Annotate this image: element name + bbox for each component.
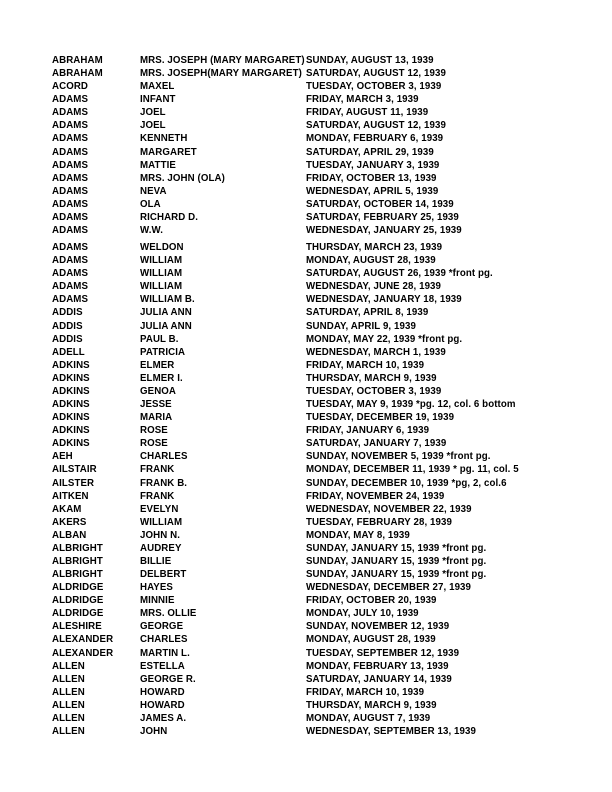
date-cell: SATURDAY, OCTOBER 14, 1939 [306, 198, 454, 210]
index-row [52, 54, 519, 67]
given-name-cell: HOWARD [140, 699, 185, 711]
surname-cell: ADAMS [52, 294, 89, 306]
surname-cell: ALBAN [52, 529, 87, 541]
surname-cell: ADKINS [52, 438, 90, 450]
surname-cell: ADAMS [52, 146, 89, 158]
given-name-cell: ELMER [140, 359, 175, 371]
date-cell: FRIDAY, MARCH 10, 1939 [306, 359, 425, 371]
given-name-cell: ROSE [140, 425, 168, 437]
index-row [52, 581, 519, 594]
index-row [52, 424, 519, 437]
index-row [52, 359, 519, 372]
date-cell: SUNDAY, JANUARY 15, 1939 *front pg. [306, 569, 487, 581]
date-cell: WEDNESDAY, DECEMBER 27, 1939 [306, 582, 472, 594]
given-name-cell: MINNIE [140, 595, 175, 607]
given-name-cell: GENOA [140, 385, 177, 397]
given-name-cell: MARTIN L. [140, 647, 190, 659]
surname-cell: ADAMS [52, 172, 89, 184]
surname-cell: ALLEN [52, 725, 85, 737]
index-row [52, 280, 519, 293]
given-name-cell: DELBERT [140, 569, 187, 581]
index-row [52, 106, 519, 119]
index-row [52, 146, 519, 159]
date-cell: SUNDAY, DECEMBER 10, 1939 *pg, 2, col.6 [306, 477, 507, 489]
given-name-cell: MRS. JOSEPH(MARY MARGARET) [140, 68, 302, 80]
given-name-cell: FRANK [140, 490, 175, 502]
date-cell: SUNDAY, JANUARY 15, 1939 *front pg. [306, 555, 487, 567]
index-row [52, 254, 519, 267]
surname-cell: AITKEN [52, 490, 89, 502]
given-name-cell: MATTIE [140, 159, 176, 171]
surname-cell: AEH [52, 451, 73, 463]
surname-cell: AILSTER [52, 477, 95, 489]
given-name-cell: KENNETH [140, 133, 188, 145]
given-name-cell: JESSE [140, 399, 172, 411]
surname-cell: ADAMS [52, 198, 89, 210]
surname-cell: ADAMS [52, 268, 89, 280]
surname-cell: ADDIS [52, 333, 83, 345]
date-cell: WEDNESDAY, JUNE 28, 1939 [306, 281, 442, 293]
surname-cell: ADKINS [52, 372, 90, 384]
surname-cell: ADAMS [52, 281, 89, 293]
given-name-cell: ELMER I. [140, 372, 183, 384]
date-cell: THURSDAY, MARCH 9, 1939 [306, 699, 437, 711]
given-name-cell: JOHN [140, 725, 168, 737]
given-name-cell: FRANK B. [140, 477, 188, 489]
surname-cell: ADDIS [52, 320, 83, 332]
index-row [52, 224, 519, 237]
surname-cell: ADAMS [52, 107, 89, 119]
date-cell: MONDAY, FEBRUARY 6, 1939 [306, 133, 444, 145]
date-cell: FRIDAY, AUGUST 11, 1939 [306, 107, 429, 119]
surname-cell: ADAMS [52, 242, 89, 254]
surname-cell: ADAMS [52, 185, 89, 197]
date-cell: MONDAY, MAY 22, 1939 *front pg. [306, 333, 463, 345]
given-name-cell: JOEL [140, 107, 166, 119]
date-cell: FRIDAY, MARCH 10, 1939 [306, 686, 425, 698]
index-row [52, 450, 519, 463]
surname-cell: ALDRIDGE [52, 608, 104, 620]
index-row [52, 172, 519, 185]
date-cell: SATURDAY, JANUARY 7, 1939 [306, 438, 447, 450]
index-row [52, 516, 519, 529]
index-row [52, 398, 519, 411]
surname-cell: ADAMS [52, 211, 89, 223]
surname-cell: ALLEN [52, 699, 85, 711]
index-row [52, 119, 519, 132]
surname-cell: AILSTAIR [52, 464, 97, 476]
date-cell: THURSDAY, MARCH 23, 1939 [306, 242, 443, 254]
index-row [52, 686, 519, 699]
index-row [52, 437, 519, 450]
given-name-cell: WELDON [140, 242, 184, 254]
index-row [52, 132, 519, 145]
index-row [52, 463, 519, 476]
surname-cell: ADAMS [52, 94, 89, 106]
date-cell: SATURDAY, FEBRUARY 25, 1939 [306, 211, 459, 223]
surname-cell: ALBRIGHT [52, 542, 103, 554]
obituary-index-list [52, 54, 519, 738]
given-name-cell: PAUL B. [140, 333, 179, 345]
surname-cell: ALBRIGHT [52, 555, 103, 567]
date-cell: WEDNESDAY, MARCH 1, 1939 [306, 346, 446, 358]
given-name-cell: WILLIAM B. [140, 294, 195, 306]
given-name-cell: EVELYN [140, 503, 179, 515]
surname-cell: ADAMS [52, 120, 89, 132]
date-cell: FRIDAY, MARCH 3, 1939 [306, 94, 419, 106]
index-row [52, 725, 519, 738]
index-row [52, 568, 519, 581]
given-name-cell: BILLIE [140, 555, 172, 567]
index-row [52, 198, 519, 211]
surname-cell: ALDRIDGE [52, 595, 104, 607]
given-name-cell: ROSE [140, 438, 168, 450]
given-name-cell: WILLIAM [140, 255, 183, 267]
date-cell: SUNDAY, APRIL 9, 1939 [306, 320, 416, 332]
index-row [52, 490, 519, 503]
date-cell: FRIDAY, OCTOBER 13, 1939 [306, 172, 437, 184]
date-cell: SATURDAY, AUGUST 26, 1939 *front pg. [306, 268, 493, 280]
date-cell: TUESDAY, JANUARY 3, 1939 [306, 159, 440, 171]
date-cell: MONDAY, MAY 8, 1939 [306, 529, 410, 541]
date-cell: TUESDAY, OCTOBER 3, 1939 [306, 81, 442, 93]
surname-cell: ADKINS [52, 359, 90, 371]
given-name-cell: JULIA ANN [140, 320, 192, 332]
surname-cell: ALBRIGHT [52, 569, 103, 581]
given-name-cell: HAYES [140, 582, 173, 594]
given-name-cell: OLA [140, 198, 161, 210]
index-row [52, 411, 519, 424]
date-cell: TUESDAY, SEPTEMBER 12, 1939 [306, 647, 460, 659]
given-name-cell: JAMES A. [140, 712, 187, 724]
date-cell: WEDNESDAY, JANUARY 18, 1939 [306, 294, 462, 306]
given-name-cell: WILLIAM [140, 516, 183, 528]
given-name-cell: FRANK [140, 464, 175, 476]
date-cell: FRIDAY, NOVEMBER 24, 1939 [306, 490, 445, 502]
given-name-cell: INFANT [140, 94, 176, 106]
surname-cell: ALESHIRE [52, 621, 102, 633]
date-cell: SATURDAY, APRIL 29, 1939 [306, 146, 434, 158]
date-cell: MONDAY, AUGUST 28, 1939 [306, 634, 436, 646]
index-row [52, 241, 519, 254]
index-row [52, 660, 519, 673]
date-cell: SUNDAY, NOVEMBER 12, 1939 [306, 621, 450, 633]
index-row [52, 555, 519, 568]
date-cell: WEDNESDAY, NOVEMBER 22, 1939 [306, 503, 472, 515]
given-name-cell: CHARLES [140, 634, 188, 646]
surname-cell: ADAMS [52, 225, 89, 237]
date-cell: SUNDAY, AUGUST 13, 1939 [306, 55, 434, 66]
date-cell: MONDAY, JULY 10, 1939 [306, 608, 419, 620]
index-row [52, 185, 519, 198]
surname-cell: ALEXANDER [52, 634, 114, 646]
given-name-cell: NEVA [140, 185, 167, 197]
surname-cell: AKERS [52, 516, 87, 528]
date-cell: SUNDAY, NOVEMBER 5, 1939 *front pg. [306, 451, 491, 463]
date-cell: SATURDAY, APRIL 8, 1939 [306, 307, 429, 319]
date-cell: MONDAY, FEBRUARY 13, 1939 [306, 660, 449, 672]
index-row [52, 673, 519, 686]
given-name-cell: GEORGE R. [140, 673, 196, 685]
index-row [52, 594, 519, 607]
surname-cell: ALLEN [52, 712, 85, 724]
index-row [52, 80, 519, 93]
index-row [52, 93, 519, 106]
given-name-cell: AUDREY [140, 542, 182, 554]
given-name-cell: JULIA ANN [140, 307, 192, 319]
given-name-cell: MARGARET [140, 146, 197, 158]
given-name-cell: GEORGE [140, 621, 184, 633]
date-cell: WEDNESDAY, APRIL 5, 1939 [306, 185, 439, 197]
given-name-cell: MRS. OLLIE [140, 608, 197, 620]
index-row [52, 542, 519, 555]
surname-cell: ADAMS [52, 159, 89, 171]
given-name-cell: MRS. JOSEPH (MARY MARGARET) [140, 55, 305, 66]
date-cell: SUNDAY, JANUARY 15, 1939 *front pg. [306, 542, 487, 554]
given-name-cell: MAXEL [140, 81, 175, 93]
surname-cell: ADKINS [52, 385, 90, 397]
given-name-cell: WILLIAM [140, 268, 183, 280]
surname-cell: ALEXANDER [52, 647, 114, 659]
date-cell: SATURDAY, AUGUST 12, 1939 [306, 120, 446, 132]
index-row [52, 293, 519, 306]
index-row [52, 372, 519, 385]
given-name-cell: WILLIAM [140, 281, 183, 293]
index-row [52, 712, 519, 725]
given-name-cell: W.W. [140, 225, 163, 237]
date-cell: TUESDAY, OCTOBER 3, 1939 [306, 385, 442, 397]
date-cell: MONDAY, AUGUST 7, 1939 [306, 712, 431, 724]
surname-cell: AKAM [52, 503, 82, 515]
date-cell: WEDNESDAY, SEPTEMBER 13, 1939 [306, 725, 476, 737]
given-name-cell: MRS. JOHN (OLA) [140, 172, 225, 184]
given-name-cell: RICHARD D. [140, 211, 199, 223]
index-row [52, 67, 519, 80]
date-cell: TUESDAY, DECEMBER 19, 1939 [306, 412, 455, 424]
given-name-cell: PATRICIA [140, 346, 186, 358]
index-row [52, 477, 519, 490]
date-cell: MONDAY, DECEMBER 11, 1939 * pg. 11, col. 5 [306, 464, 519, 476]
date-cell: SATURDAY, AUGUST 12, 1939 [306, 68, 446, 80]
surname-cell: ABRAHAM [52, 68, 103, 80]
given-name-cell: HOWARD [140, 686, 185, 698]
index-row [52, 647, 519, 660]
index-row [52, 320, 519, 333]
surname-cell: ADKINS [52, 399, 90, 411]
date-cell: TUESDAY, FEBRUARY 28, 1939 [306, 516, 452, 528]
index-row [52, 267, 519, 280]
surname-cell: ADELL [52, 346, 85, 358]
index-row [52, 633, 519, 646]
date-cell: FRIDAY, JANUARY 6, 1939 [306, 425, 430, 437]
date-cell: WEDNESDAY, JANUARY 25, 1939 [306, 225, 462, 237]
surname-cell: ADAMS [52, 255, 89, 267]
surname-cell: ALLEN [52, 686, 85, 698]
index-row [52, 607, 519, 620]
index-row [52, 620, 519, 633]
index-row [52, 529, 519, 542]
given-name-cell: ESTELLA [140, 660, 185, 672]
surname-cell: ALDRIDGE [52, 582, 104, 594]
index-row [52, 159, 519, 172]
index-row [52, 346, 519, 359]
index-row [52, 699, 519, 712]
surname-cell: ADAMS [52, 133, 89, 145]
surname-cell: ADKINS [52, 412, 90, 424]
date-cell: SATURDAY, JANUARY 14, 1939 [306, 673, 452, 685]
surname-cell: ALLEN [52, 660, 85, 672]
date-cell: TUESDAY, MAY 9, 1939 *pg. 12, col. 6 bottom [306, 399, 516, 411]
index-row [52, 503, 519, 516]
date-cell: MONDAY, AUGUST 28, 1939 [306, 255, 436, 267]
index-row [52, 211, 519, 224]
index-row [52, 385, 519, 398]
date-cell: FRIDAY, OCTOBER 20, 1939 [306, 595, 437, 607]
surname-cell: ALLEN [52, 673, 85, 685]
index-row [52, 333, 519, 346]
given-name-cell: CHARLES [140, 451, 188, 463]
date-cell: THURSDAY, MARCH 9, 1939 [306, 372, 437, 384]
surname-cell: ADKINS [52, 425, 90, 437]
given-name-cell: JOHN N. [140, 529, 180, 541]
given-name-cell: MARIA [140, 412, 173, 424]
given-name-cell: JOEL [140, 120, 166, 132]
surname-cell: ABRAHAM [52, 55, 103, 66]
surname-cell: ACORD [52, 81, 89, 93]
index-row [52, 306, 519, 319]
surname-cell: ADDIS [52, 307, 83, 319]
